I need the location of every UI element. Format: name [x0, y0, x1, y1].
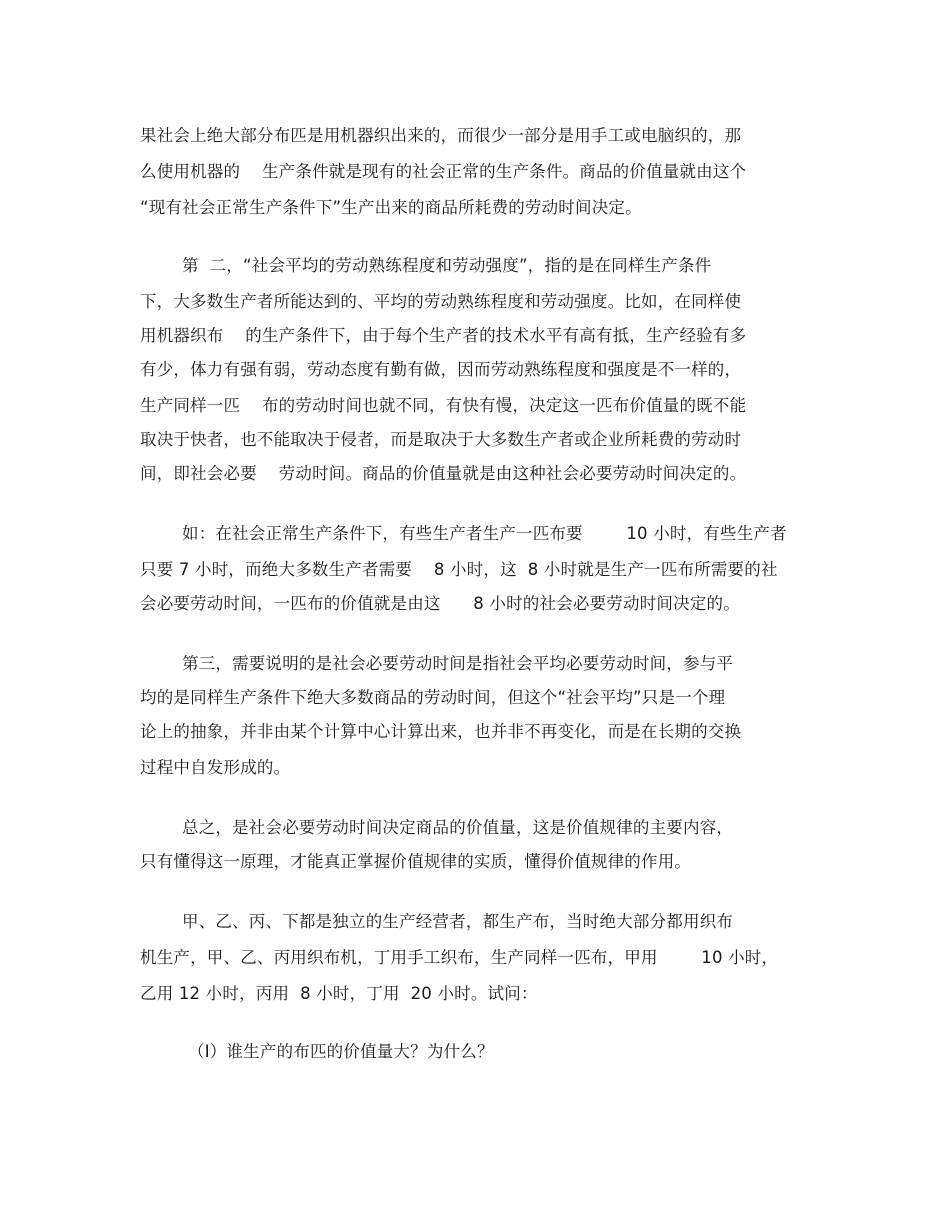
text-line: 甲、乙、丙、下都是独立的生产经营者，都生产布，当时绝大部分都用织布	[182, 912, 734, 931]
text-line: 果社会上绝大部分布匹是用机器织出来的，而很少一部分是用手工或电脑织的，那	[140, 126, 742, 145]
text-line: 有少，体力有强有弱，劳动态度有勤有做，因而劳动熟练程度和强度是不一样的，	[140, 360, 742, 379]
text-line: “现有社会正常生产条件下”生产出来的商品所耗费的劳动时间决定。	[140, 198, 642, 217]
text-line: 过程中自发形成的。	[140, 758, 291, 777]
text-line: 只要 7 小时，而绝大多数生产者需要 8 小时，这 8 小时就是生产一匹布所需要的社	[140, 560, 778, 579]
text-line: 机生产，甲、乙、丙用织布机，丁用手工织布，生产同样一匹布，甲用 10 小时，	[140, 948, 779, 967]
text-line: 只有懂得这一原理，才能真正掌握价值规律的实质，懂得价值规律的作用。	[140, 852, 692, 871]
text-line: 取决于快者，也不能取决于侵者，而是取决于大多数生产者或企业所耗费的劳动时	[140, 430, 742, 449]
text-line: 均的是同样生产条件下绝大多数商品的劳动时间，但这个“社会平均”只是一个理	[140, 688, 726, 707]
text-line: 生产同样一匹 布的劳动时间也就不同，有快有慢，决定这一匹布价值量的既不能	[140, 396, 747, 415]
question-text: （I）谁生产的布匹的价值量大？为什么？	[188, 1042, 494, 1061]
text-line: 用机器织布 的生产条件下，由于每个生产者的技术水平有高有抵，生产经验有多	[140, 326, 747, 345]
text-line: 么使用机器的 生产条件就是现有的社会正常的生产条件。商品的价值量就由这个	[140, 162, 747, 181]
text-line: 会必要劳动时间，一匹布的价值就是由这 8 小时的社会必要劳动时间决定的。	[140, 594, 740, 613]
text-line: 下，大多数生产者所能达到的、平均的劳动熟练程度和劳动强度。比如，在同样使	[140, 292, 742, 311]
text-line: 总之，是社会必要劳动时间决定商品的价值量，这是价值规律的主要内容，	[182, 818, 734, 837]
text-line: 论上的抽象，并非由某个计算中心计算出来，也并非不再变化，而是在长期的交换	[140, 722, 742, 741]
text-line: 如：在社会正常生产条件下，有些生产者生产一匹布要 10 小时，有些生产者	[182, 524, 787, 543]
text-line: 第 二，“社会平均的劳动熟练程度和劳动强度”，指的是在同样生产条件	[182, 256, 712, 275]
text-line: 乙用 12 小时，丙用 8 小时，丁用 20 小时。试问：	[140, 984, 538, 1003]
text-line: 第三，需要说明的是社会必要劳动时间是指社会平均必要劳动时间，参与平	[182, 654, 734, 673]
text-line: 间，即社会必要 劳动时间。商品的价值量就是由这种社会必要劳动时间决定的。	[140, 464, 747, 483]
